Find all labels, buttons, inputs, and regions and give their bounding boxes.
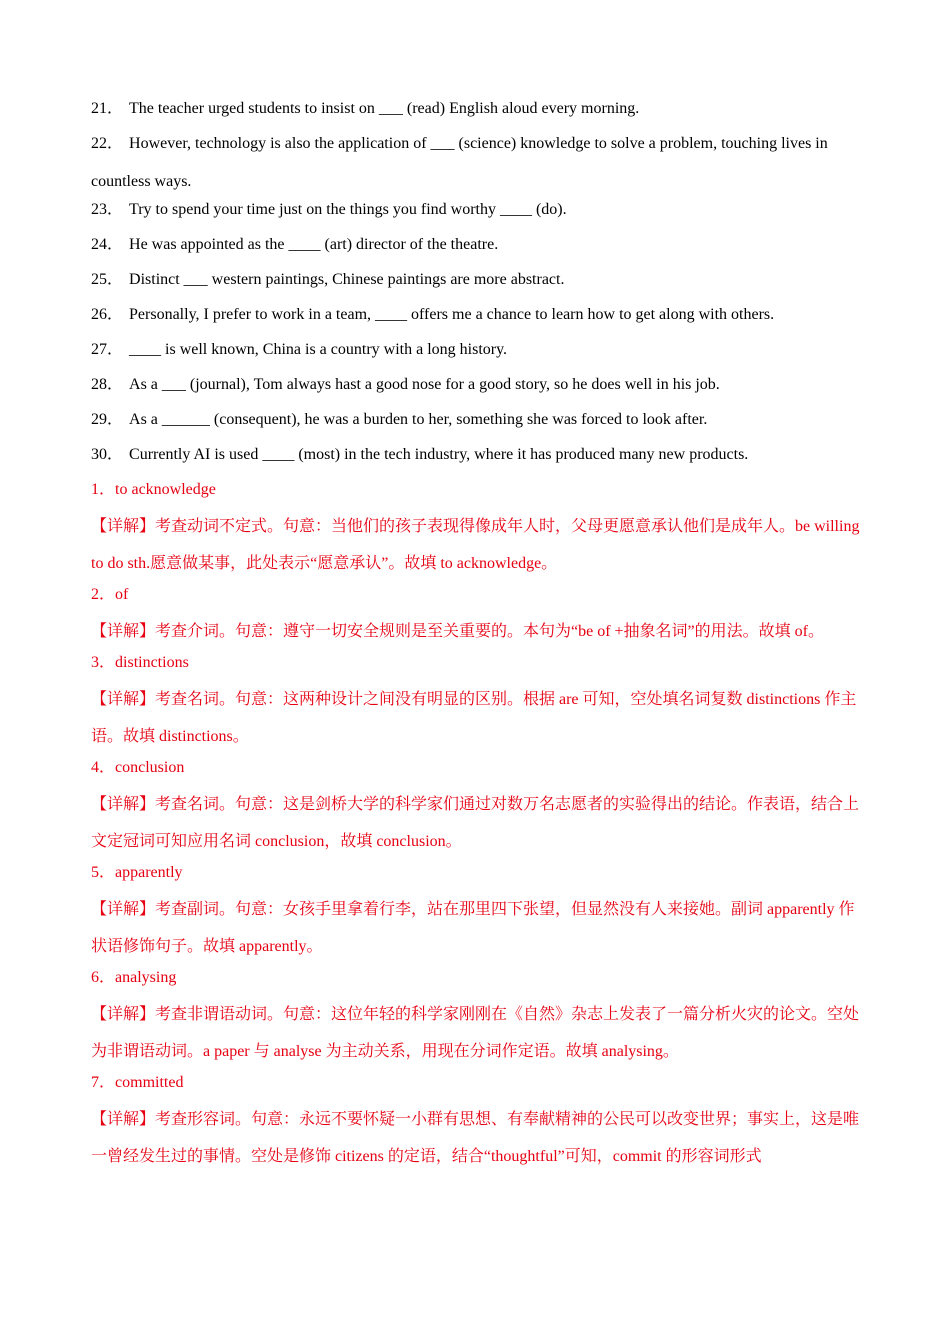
answer-1: 1．to acknowledge xyxy=(91,481,216,498)
answer-5: 5．apparently xyxy=(91,864,183,881)
question-21: 21． The teacher urged students to insist on ___ (read) English aloud every morning. xyxy=(91,100,640,117)
document-page xyxy=(91,96,861,1175)
answer-4-detail: 【详解】考查名词。句意：这是剑桥大学的科学家们通过对数万名志愿者的实验得出的结论。作表语，结合上文定冠词可知应用名词 conclusion，故填 conclusion。 xyxy=(91,796,860,850)
answer-7: 7．committed xyxy=(91,1074,184,1091)
answer-3-detail: 【详解】考查名词。句意：这两种设计之间没有明显的区别。根据 are 可知，空处填名词复数 distinctions 作主语。故填 distinctions。 xyxy=(91,691,857,745)
question-23: 23． Try to spend your time just on the things you find worthy ____ (do). xyxy=(91,201,567,218)
question-22: 22． However, technology is also the application of ___ (science) knowledge to solve a problem, touching lives in countless ways. xyxy=(91,135,828,190)
question-25: 25． Distinct ___ western paintings, Chinese paintings are more abstract. xyxy=(91,271,565,288)
answer-4: 4．conclusion xyxy=(91,759,185,776)
question-29: 29． As a ______ (consequent), he was a burden to her, something she was forced to look after. xyxy=(91,411,708,428)
answer-2-detail: 【详解】考查介词。句意：遵守一切安全规则是至关重要的。本句为“be of +抽象名词”的用法。故填 of。 xyxy=(91,623,824,640)
question-26: 26． Personally, I prefer to work in a team, ____ offers me a chance to learn how to get along with others. xyxy=(91,306,775,323)
answer-6-detail: 【详解】考查非谓语动词。句意：这位年轻的科学家刚刚在《自然》杂志上发表了一篇分析火灾的论文。空处为非谓语动词。a paper 与 analyse 为主动关系，用现在分词作定语。故填 analysing。 xyxy=(91,1006,860,1060)
answer-1-detail: 【详解】考查动词不定式。句意：当他们的孩子表现得像成年人时，父母更愿意承认他们是成年人。be willing to do sth.愿意做某事，此处表示“愿意承认”。故填 to acknowledge。 xyxy=(91,518,860,572)
answer-5-detail: 【详解】考查副词。句意：女孩手里拿着行李，站在那里四下张望，但显然没有人来接她。副词 apparently 作状语修饰句子。故填 apparently。 xyxy=(91,901,855,955)
answer-2: 2．of xyxy=(91,586,129,603)
question-28: 28． As a ___ (journal), Tom always hast a good nose for a good story, so he does well in his job. xyxy=(91,376,720,393)
question-24: 24． He was appointed as the ____ (art) director of the theatre. xyxy=(91,236,499,253)
answer-6: 6．analysing xyxy=(91,969,177,986)
question-30: 30． Currently AI is used ____ (most) in the tech industry, where it has produced many new products. xyxy=(91,446,749,463)
answer-3: 3．distinctions xyxy=(91,654,189,671)
answer-7-detail: 【详解】考查形容词。句意：永远不要怀疑一小群有思想、有奉献精神的公民可以改变世界；事实上，这是唯一曾经发生过的事情。空处是修饰 citizens 的定语，结合“thoughtful”可知，commit 的形容词形式 xyxy=(91,1111,860,1165)
question-27: 27． ____ is well known, China is a country with a long history. xyxy=(91,341,508,358)
